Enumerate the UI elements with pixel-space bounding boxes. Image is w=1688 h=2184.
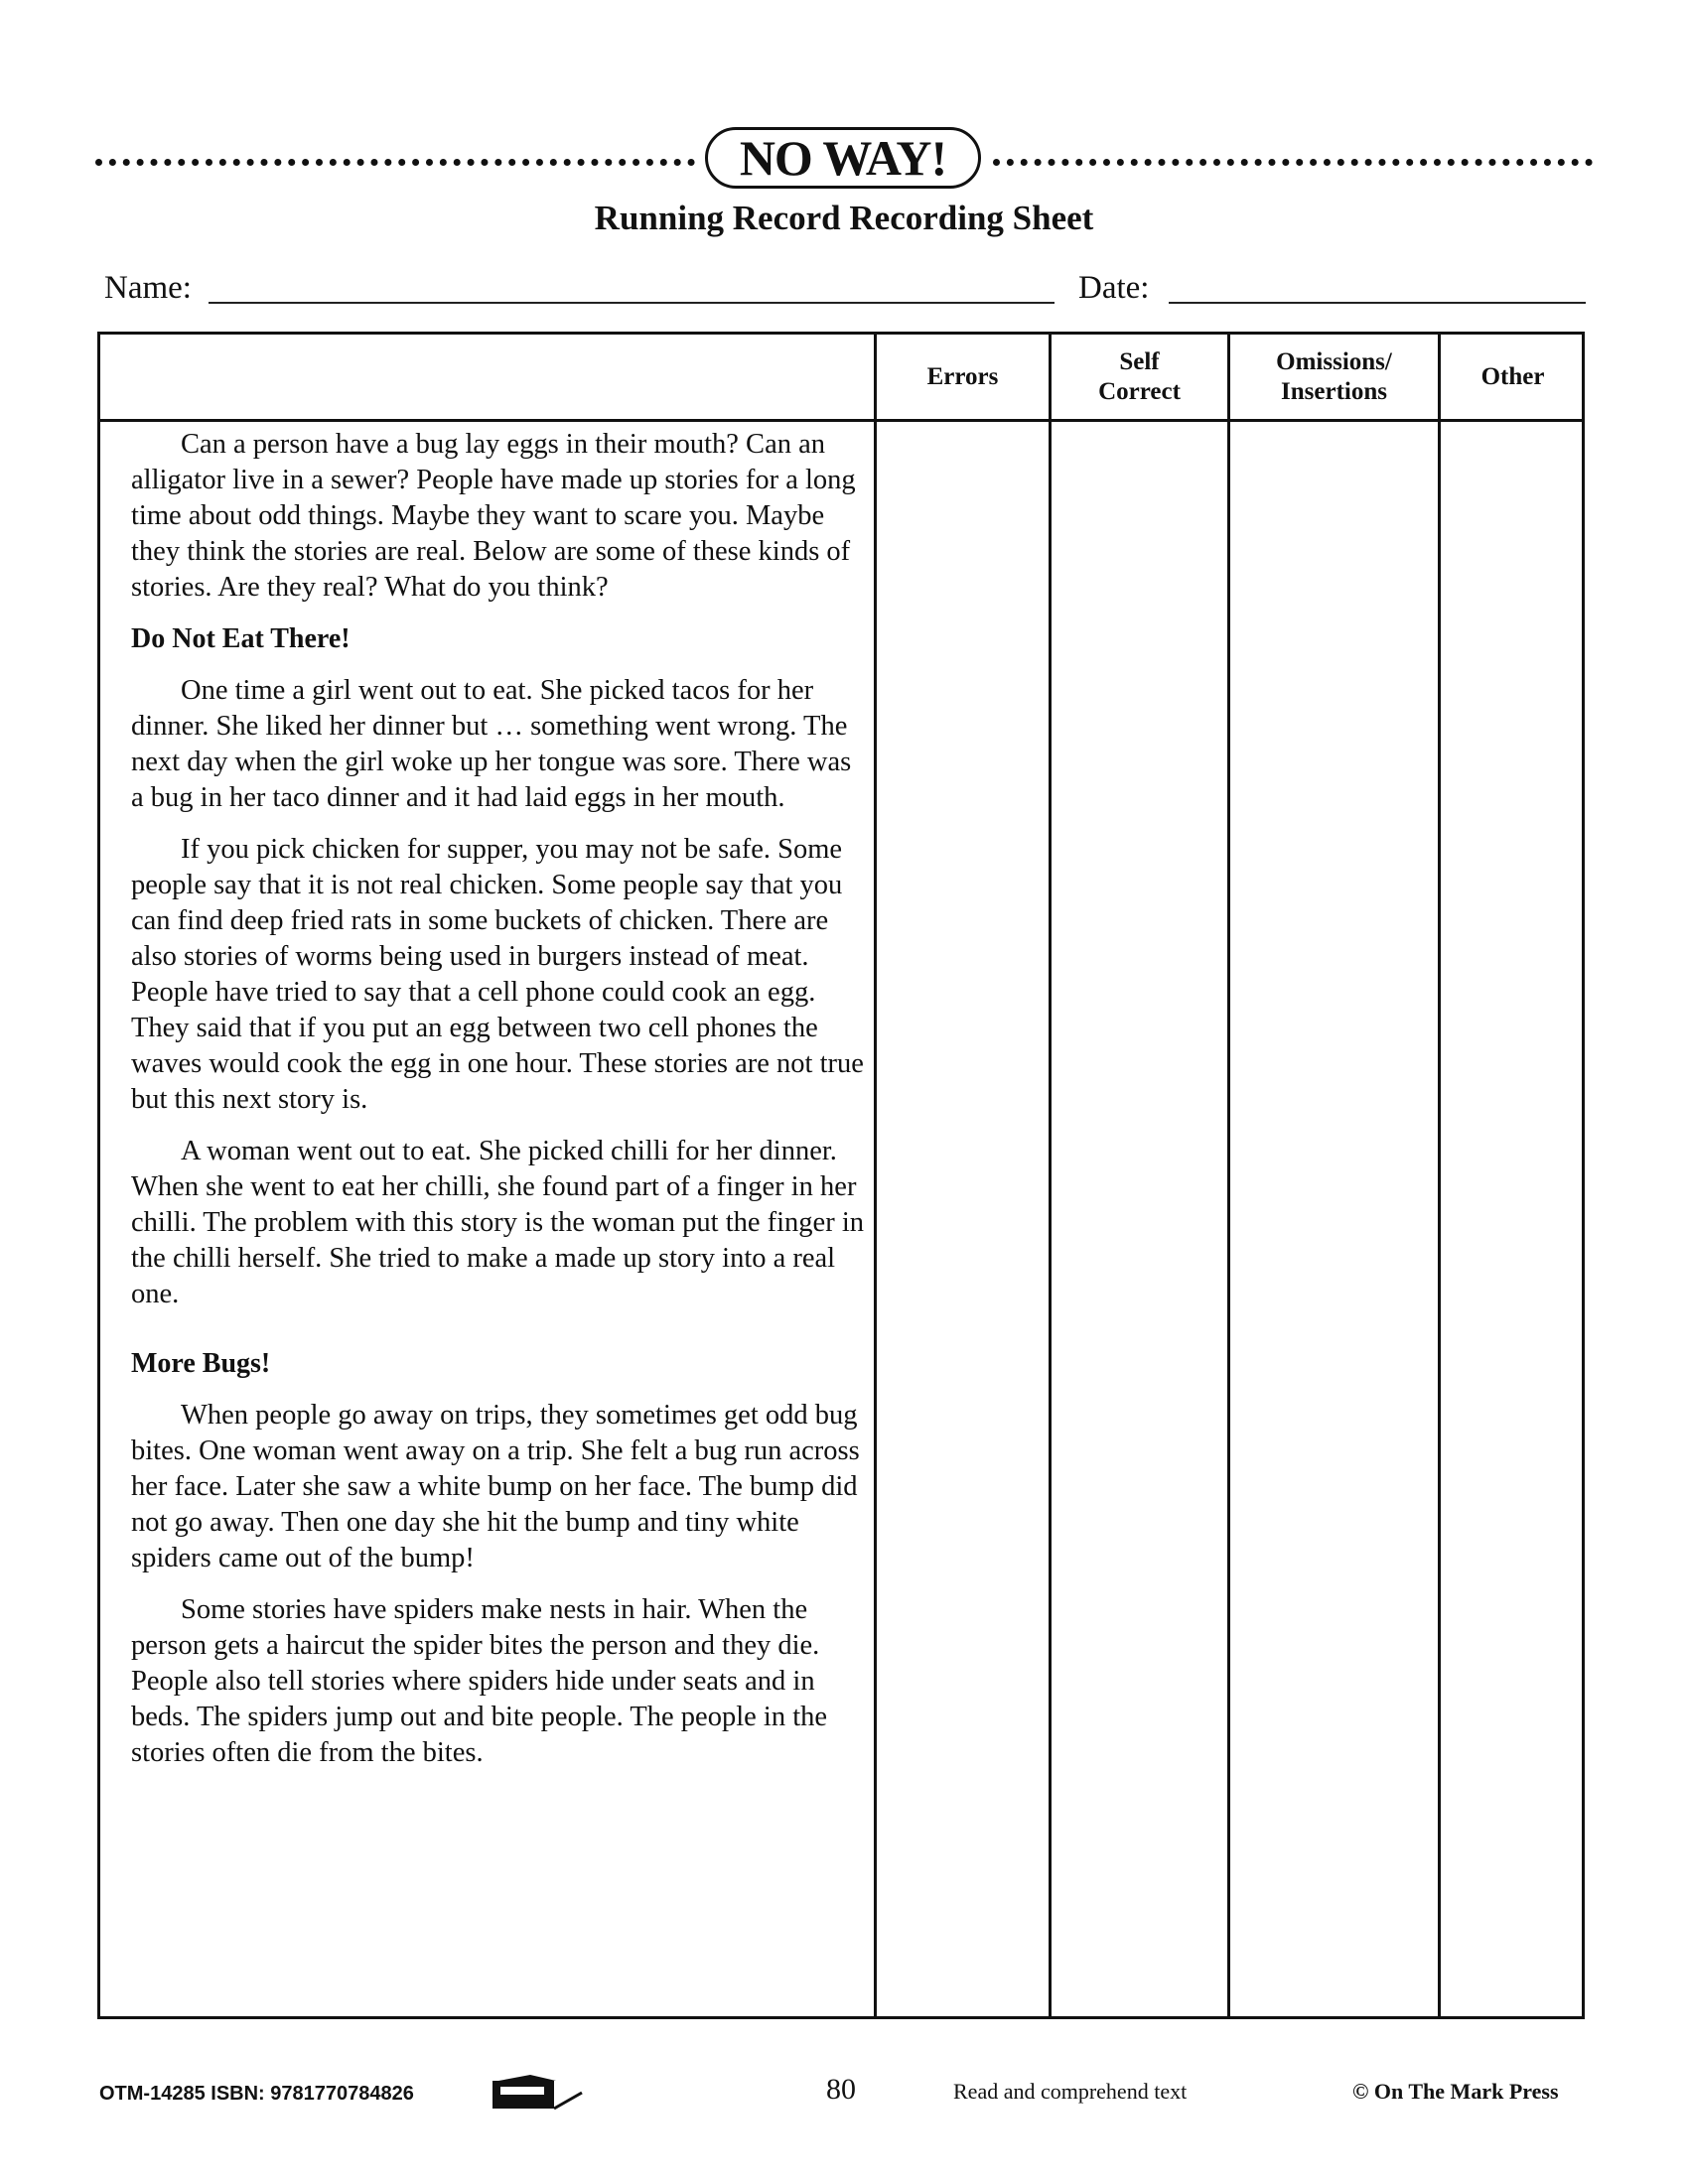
name-label: Name: — [104, 270, 192, 306]
reading-passage — [131, 427, 866, 1787]
sheet-subtitle: Running Record Recording Sheet — [594, 199, 1094, 237]
date-label: Date: — [1078, 270, 1150, 306]
book-reader-icon — [491, 2073, 586, 2115]
page-title: NO WAY! — [705, 127, 981, 189]
paragraph: Can a person have a bug lay eggs in their mouth? Can an alligator live in a sewer? People have made up stories for a long time about odd things. Maybe they want to scare you. Maybe they think the stories are real. Below are some of these kinds of stories. Are they real? What do you think? — [131, 429, 856, 603]
page-footer — [0, 2069, 1688, 2118]
header-errors: Errors — [926, 362, 999, 390]
header-divider — [100, 419, 1582, 422]
header-self-correct — [1052, 335, 1227, 419]
column-divider — [1049, 335, 1052, 2016]
paragraph: One time a girl went out to eat. She picked tacos for her dinner. She liked her dinner but … something went wrong. The next day when the girl woke up her tongue was sore. There was a bug in her taco dinner and it had laid eggs in her mouth. — [131, 675, 852, 813]
column-divider — [1227, 335, 1230, 2016]
name-date-row — [104, 270, 1594, 310]
column-divider — [874, 335, 877, 2016]
skill-label: Read and comprehend text — [953, 2079, 1188, 2104]
section-heading: Do Not Eat There! — [131, 623, 351, 654]
column-divider — [1438, 335, 1441, 2016]
product-code: OTM-14285 ISBN: 9781770784826 — [99, 2083, 414, 2105]
dotted-rule-right — [993, 159, 1593, 166]
paragraph: Some stories have spiders make nests in hair. When the person gets a haircut the spider bites the person and they die. People also tell stories where spiders hide under seats and in beds. The spiders jump out and bite people. The people in the stories often die from the bites. — [131, 1594, 828, 1768]
header-omissions-label: Omissions/ Insertions — [1276, 347, 1392, 405]
section-heading: More Bugs! — [131, 1348, 271, 1379]
paragraph: If you pick chicken for supper, you may not be safe. Some people say that it is not real chicken. Some people say that you can find deep fried rats in some buckets of chicken. There are also stories of worms being used in burgers instead of meat. People have tried to say that a cell phone could cook an egg. They said that if you put an egg between two cell phones the waves would cook the egg in one hour. These stories are not true but this next story is. — [131, 834, 864, 1115]
dotted-rule-left — [95, 159, 695, 166]
copyright: © On The Mark Press — [1352, 2079, 1559, 2104]
name-field[interactable] — [209, 302, 1055, 304]
header-other: Other — [1480, 362, 1545, 390]
date-field[interactable] — [1169, 302, 1586, 304]
paragraph: When people go away on trips, they sometimes get odd bug bites. One woman went away on a trip. She felt a bug run across her face. Later she saw a white bump on her face. The bump did not go away. Then one day she hit the bump and tiny white spiders came out of the bump! — [131, 1400, 860, 1573]
header-self-correct-label: Self Correct — [1098, 347, 1181, 405]
header-omissions-insertions — [1230, 335, 1438, 419]
title-banner — [89, 127, 1599, 197]
paragraph: A woman went out to eat. She picked chilli for her dinner. When she went to eat her chilli, she found part of a finger in her chilli. The problem with this story is the woman put the finger in the chilli herself. She tried to make a made up story into a real one. — [131, 1136, 864, 1309]
page-number: 80 — [826, 2073, 856, 2106]
